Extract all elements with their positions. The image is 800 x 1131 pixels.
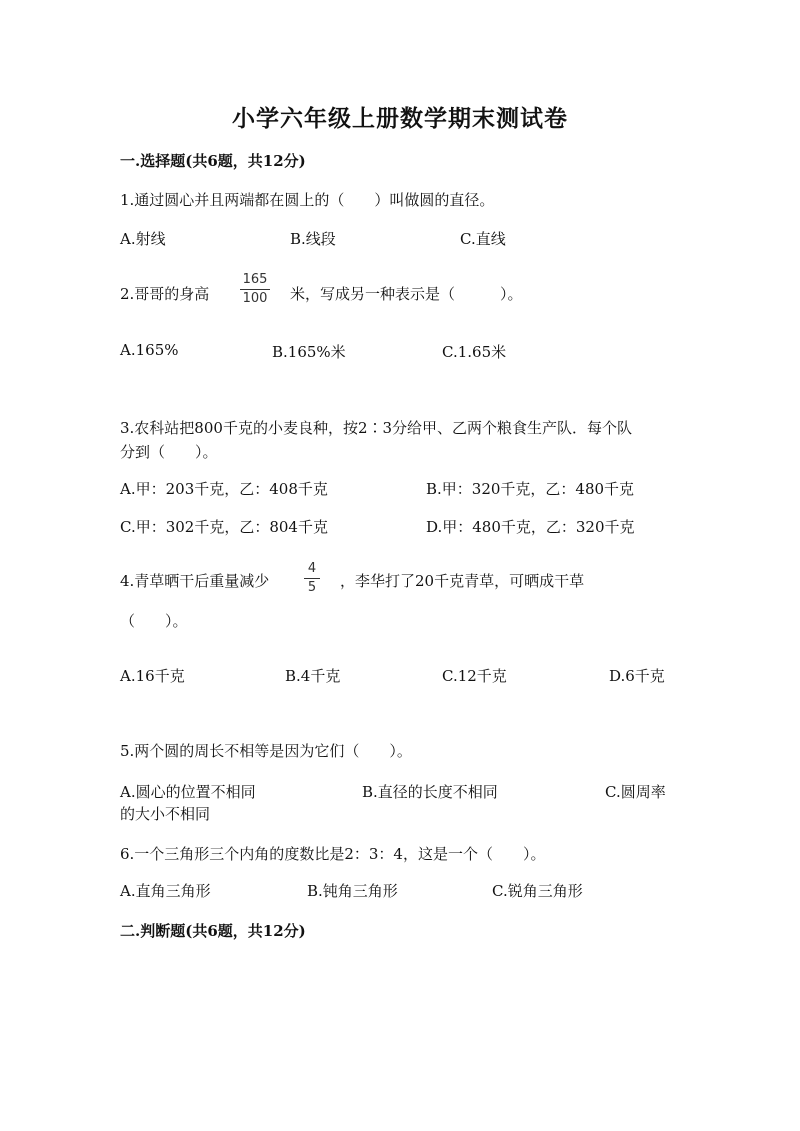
question-6: 6.一个三角形三个内角的度数比是2：3：4，这是一个（ ）。 <box>120 845 546 863</box>
question-4-suffix: ，李华打了20千克青草，可晒成干草 <box>340 572 585 590</box>
q6-option-b: B.钝角三角形 <box>307 882 398 900</box>
q4-fraction-bar <box>304 578 320 579</box>
q3-option-b: B.甲：320千克，乙：480千克 <box>426 480 635 498</box>
q4-option-b: B.4千克 <box>285 667 341 685</box>
question-1: 1.通过圆心并且两端都在圆上的（ ）叫做圆的直径。 <box>120 191 495 209</box>
q2-fraction-denominator: 100 <box>242 291 268 306</box>
question-3-line-2: 分到（ ）。 <box>120 443 218 461</box>
q4-fraction-denominator: 5 <box>307 580 317 595</box>
q2-fraction-numerator: 165 <box>242 272 268 287</box>
q4-option-a: A.16千克 <box>120 667 185 685</box>
q1-option-c: C.直线 <box>460 230 506 248</box>
page-title: 小学六年级上册数学期末测试卷 <box>232 105 568 132</box>
q4-option-d: D.6千克 <box>609 667 665 685</box>
q6-option-a: A.直角三角形 <box>120 882 211 900</box>
q2-fraction-bar <box>240 289 270 290</box>
q5-option-b: B.直径的长度不相同 <box>362 783 498 801</box>
question-4-line-2: （ ）。 <box>120 612 188 630</box>
q5-option-c: C.圆周率 <box>605 783 666 801</box>
q3-option-c: C.甲：302千克，乙：804千克 <box>120 518 328 536</box>
q1-option-a: A.射线 <box>120 230 166 248</box>
q5-option-a: A.圆心的位置不相同 <box>120 783 256 801</box>
question-4-prefix: 4.青草晒干后重量减少 <box>120 572 270 590</box>
section-heading-judgement: 二.判断题(共6题，共12分) <box>120 922 306 940</box>
q2-option-b: B.165%米 <box>272 343 346 361</box>
section-heading-choice: 一.选择题(共6题，共12分) <box>120 152 306 170</box>
q2-option-a: A.165% <box>120 341 179 359</box>
q4-fraction <box>304 562 320 595</box>
q3-option-a: A.甲：203千克，乙：408千克 <box>120 480 328 498</box>
question-2-suffix: 米，写成另一种表示是（ ）。 <box>290 285 523 303</box>
q4-fraction-numerator: 4 <box>307 561 317 576</box>
q5-option-c-wrap: 的大小不相同 <box>120 805 211 823</box>
q6-option-c: C.锐角三角形 <box>492 882 583 900</box>
question-2-prefix: 2.哥哥的身高 <box>120 285 210 303</box>
q4-option-c: C.12千克 <box>442 667 507 685</box>
q2-fraction <box>240 273 270 306</box>
question-5: 5.两个圆的周长不相等是因为它们（ ）。 <box>120 742 412 760</box>
q3-option-d: D.甲：480千克，乙：320千克 <box>426 518 635 536</box>
q2-option-c: C.1.65米 <box>442 343 507 361</box>
q1-option-b: B.线段 <box>290 230 336 248</box>
question-3-line-1: 3.农科站把800千克的小麦良种，按2∶3分给甲、乙两个粮食生产队．每个队 <box>120 419 633 437</box>
